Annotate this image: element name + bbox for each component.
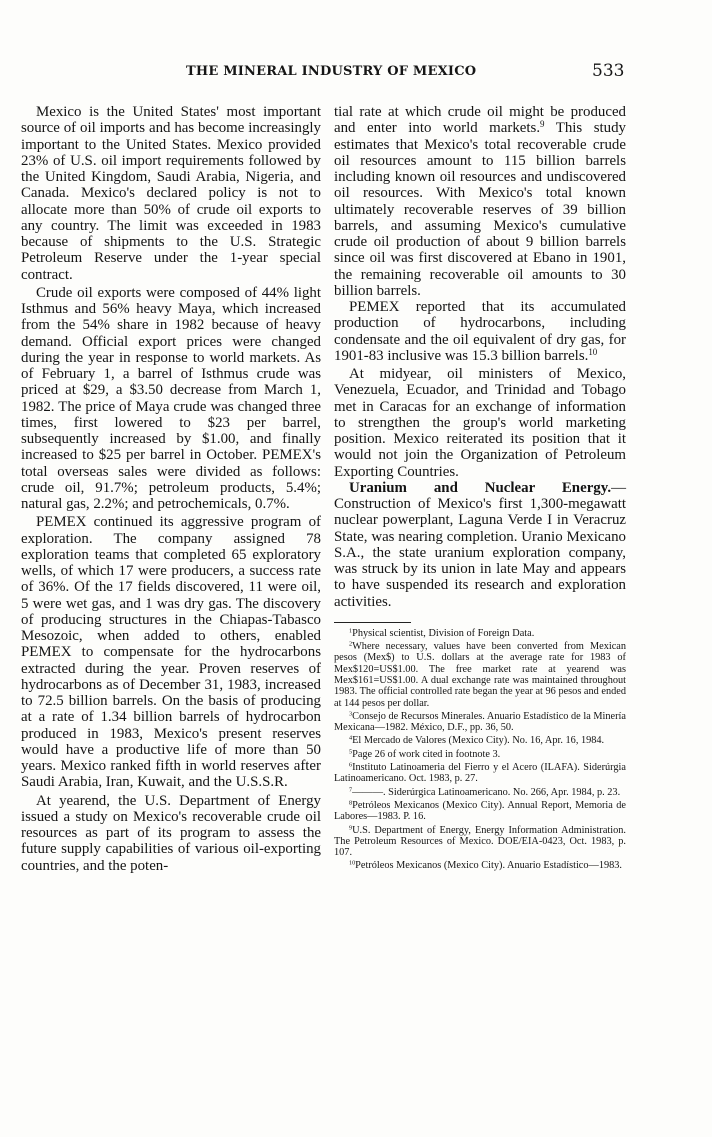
footnote-mark: 10 <box>349 860 356 867</box>
footnote <box>334 800 626 823</box>
footnote-mark: 9 <box>349 824 353 832</box>
paragraph-doe-study: At yearend, the U.S. Department of Energy issued a study on Mexico's recoverable crude oil resources as part of its program to assess the future supply capabilities of various oil-exporting countries, and the poten- <box>21 792 321 874</box>
paragraph-oil-imports: Mexico is the United States' most important source of oil imports and has become increasingly important to the United States. Mexico provided 23% of U.S. oil import requirements followed by the United Kingdom, Saudi Arabia, Nigeria, and Canada. Mexico's declared policy is not to allocate more than 50% of crude oil exports to any country. The limit was exceeded in 1983 because of shipments to the U.S. Strategic Petroleum Reserve under the 1-year special contract. <box>21 104 321 283</box>
footnote-ref-10: 10 <box>588 346 598 357</box>
footnote-mark: 6 <box>349 761 353 769</box>
footnote-mark: 1 <box>349 627 353 635</box>
paragraph-continuation <box>334 104 626 299</box>
paragraph-uranium <box>334 480 626 610</box>
footnotes <box>334 628 626 872</box>
footnote-text: Physical scientist, Division of Foreign Data. <box>352 627 535 639</box>
uranium-text: —Construction of Mexico's first 1,300-megawatt nuclear powerplant, Laguna Verde I in Veracruz State, was nearing completion. Uranio Mexicano S.A., the state uranium exploration company, was struck by its union in late May and appears to have suspended its research and exploration activities. <box>334 479 626 610</box>
section-heading-uranium: Uranium and Nuclear Energy. <box>349 479 612 496</box>
footnote <box>334 711 626 734</box>
continuation-text: tial rate at which crude oil might be produced and enter into world markets. <box>334 104 626 137</box>
footnote-ref-9: 9 <box>540 119 545 130</box>
running-title: THE MINERAL INDUSTRY OF MEXICO <box>186 64 477 79</box>
footnote <box>334 825 626 859</box>
footnote-divider <box>334 622 411 623</box>
paragraph-oil-ministers: At midyear, oil ministers of Mexico, Venezuela, Ecuador, and Trinidad and Tobago met in Caracas for an exchange of information to strengthen the group's world marketing position. Mexico reiterated its position that it would not join the Organization of Petroleum Exporting Countries. <box>334 366 626 480</box>
footnote <box>334 762 626 785</box>
pemex-text: PEMEX reported that its accumulated production of hydrocarbons, including condensate and the oil equivalent of dry gas, for 1901-83 inclusive was 15.3 billion barrels. <box>334 299 626 364</box>
footnote <box>334 787 626 798</box>
footnote-text: El Mercado de Valores (Mexico City). No. 16, Apr. 16, 1984. <box>352 735 605 747</box>
footnote-text: ———. Siderúrgica Latinoamericano. No. 266, Apr. 1984, p. 23. <box>352 786 621 798</box>
footnote <box>334 735 626 746</box>
footnote-mark: 8 <box>349 799 353 807</box>
continuation-rest: This study estimates that Mexico's total recoverable crude oil resources amount to 115 billion barrels including known oil resources and undiscovered oil resources. With Mexico's total known ultimately recoverable reserves of 39 billion barrels, and assuming Mexico's cumulative crude oil production of about 9 billion barrels since oil was first discovered at Ebano in 1901, the remaining recoverable oil amounts to 30 billion barrels. <box>334 120 626 299</box>
footnote-mark: 5 <box>349 748 353 756</box>
footnote <box>334 641 626 709</box>
paragraph-pemex-production <box>334 299 626 364</box>
footnote-mark: 4 <box>349 735 353 743</box>
footnote-mark: 3 <box>349 710 353 718</box>
footnote-text: Where necessary, values have been converted from Mexican pesos (Mex$) to U.S. dollars at the average rate for 1983 of Mex$120=US$1.00. The free market rate at yearend was Mex$161=US$1.00. A dual exchange rate was maintained throughout 1983. The official controlled rate began the year at 96 pesos and ended at 144 pesos per dollar. <box>334 641 626 709</box>
paragraph-exploration: PEMEX continued its aggressive program of exploration. The company assigned 78 exploration teams that completed 65 exploratory wells, of which 17 were producers, a success rate of 36%. Of the 17 fields discovered, 11 were oil, 5 were wet gas, and 1 was dry gas. The discovery of producing structures in the Chiapas-Tabasco Mesozoic, when added to others, enabled PEMEX to compensate for the hydrocarbons extracted during the year. Proven reserves of hydrocarbons as of December 31, 1983, increased to 72.5 billion barrels. On the basis of producing at a rate of 1.34 billion barrels of hydrocarbon produced in 1983, Mexico's present reserves would have a productive life of more than 50 years. Mexico ranked fifth in world reserves after Saudi Arabia, Iran, Kuwait, and the U.S.S.R. <box>21 514 321 791</box>
footnote-text: U.S. Department of Energy, Energy Information Administration. The Petroleum Resources of Mexico. DOE/EIA-0423, Oct. 1983, p. 107. <box>334 824 626 859</box>
footnote-text: Petróleos Mexicanos (Mexico City). Annual Report, Memoria de Labores—1983. P. 16. <box>334 799 626 823</box>
footnote-mark: 2 <box>349 640 353 648</box>
footnote-text: Consejo de Recursos Minerales. Anuario Estadístico de la Minería Mexicana—1982. México, D.F., pp. 36, 50. <box>334 710 626 734</box>
footnote-mark: 7 <box>349 786 353 794</box>
footnote-text: Instituto Latinoameria del Fierro y el Acero (ILAFA). Siderúrgia Latinoamericano. Oct. 1983, p. 27. <box>334 762 626 785</box>
footnote-text: Petróleos Mexicanos (Mexico City). Anuario Estadístico—1983. <box>355 860 622 872</box>
page-number: 533 <box>592 61 625 81</box>
footnote <box>334 628 626 639</box>
paragraph-crude-exports: Crude oil exports were composed of 44% light Isthmus and 56% heavy Maya, which increased from the 54% share in 1982 because of heavy demand. Official export prices were changed during the year in response to world markets. As of February 1, a barrel of Isthmus crude was priced at $29, a $3.50 decrease from March 1, 1982. The price of Maya crude was changed three times, first lowered to $23 per barrel, subsequently increased by $1.00, and finally increased to $25 per barrel in October. PEMEX's total overseas sales were divided as follows: crude oil, 91.7%; petroleum products, 5.4%; natural gas, 2.2%; and petrochemicals, 0.7%. <box>21 284 321 512</box>
footnote <box>334 749 626 760</box>
left-column <box>21 104 321 874</box>
footnote-text: Page 26 of work cited in footnote 3. <box>352 748 501 760</box>
right-column <box>334 104 626 872</box>
footnote <box>334 860 626 871</box>
